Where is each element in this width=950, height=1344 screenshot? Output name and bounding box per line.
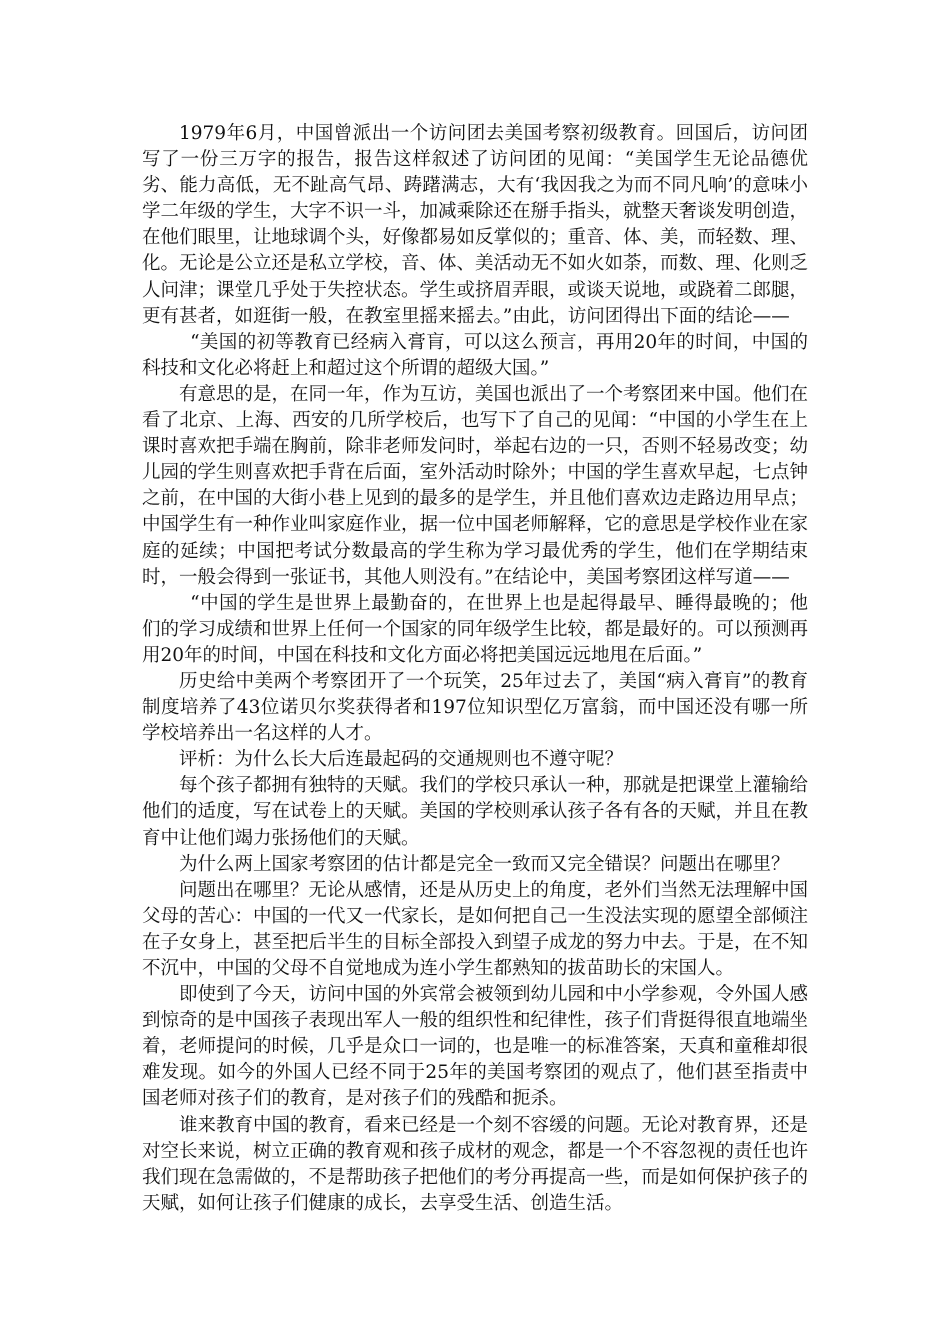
document-body [142,121,808,1217]
paragraph-american-conclusion: “中国的学生是世界上最勤奋的，在世界上也是起得最早、睡得最晚的；他们的学习成绩和世界上任何一个国家的同年级学生比较，都是最好的。可以预测再用20年的时间，中国在科技和文化方面必将把美国远远地甩在后面。” [142,592,809,666]
paragraph-talent: 每个孩子都拥有独特的天赋。我们的学校只承认一种，那就是把课堂上灌输给他们的适度，写在试卷上的天赋。美国的学校则承认孩子各有各的天赋，并且在教育中让他们竭力张扬他们的天赋。 [142,775,809,849]
paragraph-closing: 谁来教育中国的教育，看来已经是一个刻不容缓的问题。无论对教育界，还是对空长来说，树立正确的教育观和孩子成材的观念，都是一个不容忽视的责任也许我们现在急需做的，不是帮助孩子把他们的考分再提高一些，而是如何保护孩子的天赋，如何让孩子们健康的成长，去享受生活、创造生活。 [142,1114,809,1214]
paragraph-report-intro: 1979年6月，中国曾派出一个访问团去美国考察初级教育。回国后，访问团写了一份三万字的报告，报告这样叙述了访问团的见闻：“美国学生无论品德优劣、能力高低，无不趾高气昂、踌躇满志，大有‘我因我之为而不同凡响’的意味小学二年级的学生，大字不识一斗，加减乘除还在掰手指头，就整天奢谈发明创造，在他们眼里，让地球调个头，好像都易如反掌似的；重音、体、美，而轻数、理、化。无论是公立还是私立学校，音、体、美活动无不如火如荼，而数、理、化则乏人问津；课堂几乎处于失控状态。学生或挤眉弄眼，或谈天说地，或跷着二郎腿，更有甚者，如逛街一般，在教室里摇来摇去。”由此，访问团得出下面的结论—— [142,123,809,327]
paragraph-question: 为什么两上国家考察团的估计都是完全一致而又完全错误？问题出在哪里？ [179,853,790,875]
paragraph-parents: 问题出在哪里？无论从感情，还是从历史上的角度，老外们当然无法理解中国父母的苦心：中国的一代又一代家长，是如何把自己一生没法实现的愿望全部倾注在子女身上，甚至把后半生的目标全部投入到望子成龙的努力中去。于是，在不知不沉中，中国的父母不自觉地成为连小学生都熟知的拔苗助长的宋国人。 [142,879,809,979]
paragraph-history-joke: 历史给中美两个考察团开了一个玩笑，25年过去了，美国“病入膏肓”的教育制度培养了43位诺贝尔奖获得者和197位知识型亿万富翁，而中国还没有哪一所学校培养出一名这样的人才。 [142,670,808,745]
paragraph-commentary: 评析：为什么长大后连最起码的交通规则也不遵守呢？ [179,749,624,771]
paragraph-today: 即使到了今天，访问中国的外宾常会被领到幼儿园和中小学参观，令外国人感到惊奇的是中国孩子表现出军人一般的组织性和纪律性，孩子们背挺得很直地端坐着，老师提问的时候，几乎是众口一词的，也是唯一的标准答案，天真和童稚却很难发现。如今的外国人已经不同于25年的美国考察团的观点了，他们甚至指责中国老师对孩子们的教育，是对孩子们的残酷和扼杀。 [142,984,809,1110]
paragraph-american-visit: 有意思的是，在同一年，作为互访，美国也派出了一个考察团来中国。他们在看了北京、上海、西安的几所学校后，也写下了自己的见闻：“中国的小学生在上课时喜欢把手端在胸前，除非老师发问时，举起右边的一只，否则不轻易改变；幼儿园的学生则喜欢把手背在后面，室外活动时除外；中国的学生喜欢早起，七点钟之前，在中国的大街小巷上见到的最多的是学生，并且他们喜欢边走路边用早点；中国学生有一种作业叫家庭作业，据一位中国老师解释，它的意思是学校作业在家庭的延续；中国把考试分数最高的学生称为学习最优秀的学生，他们在学期结束时，一般会得到一张证书，其他人则没有。”在结论中，美国考察团这样写道—— [142,383,809,588]
paragraph-chinese-conclusion: “美国的初等教育已经病入膏肓，可以这么预言，再用20年的时间，中国的科技和文化必将赶上和超过这个所谓的超级大国。” [142,331,808,379]
